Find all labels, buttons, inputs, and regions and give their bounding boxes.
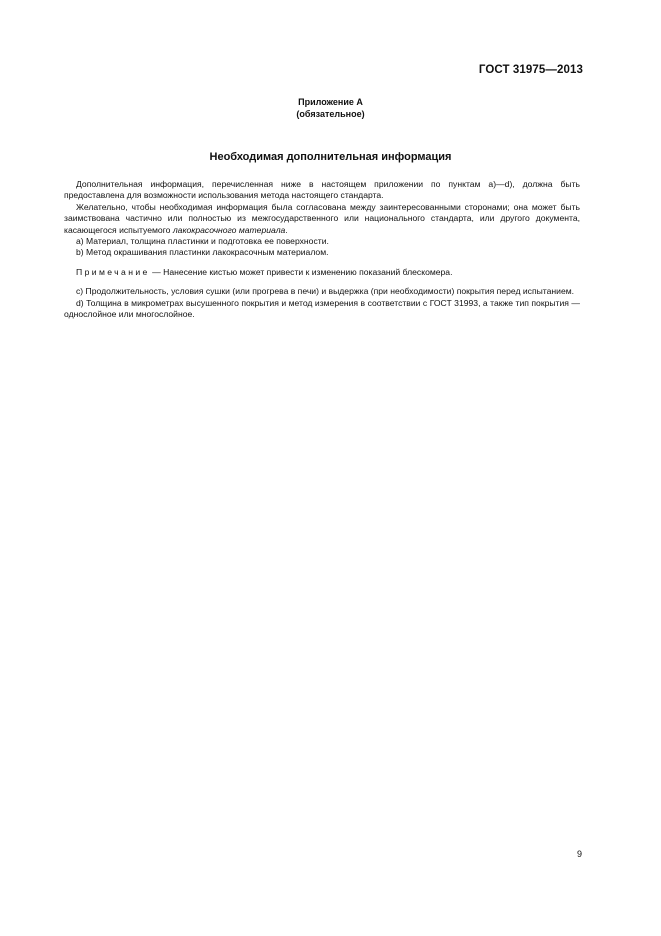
list-item-a: а) Материал, толщина пластинки и подготовка ее поверхности. [76,236,329,247]
annex-title: Необходимая дополнительная информация [209,151,452,163]
paragraph-agreement-emphasis: лакокрасочного материала [172,224,286,235]
note [64,267,580,278]
note-text: — Нанесение кистью может привести к изменению показаний блескомера. [149,266,453,277]
paragraph-agreement [64,202,580,236]
list-item-d: d) Толщина в микрометрах высушенного покрытия и метод измерения в соответствии с ГОСТ 31993, а также тип покрытия — однослойное или многослойное. [64,297,580,320]
note-label: Примечание [76,266,150,277]
list-item-b: b) Метод окрашивания пластинки лакокрасочным материалом. [76,247,329,258]
annex-label: Приложение А [298,97,363,107]
paragraph-agreement-tail: . [285,224,288,235]
page-number: 9 [576,849,582,859]
list-item-c: с) Продолжительность, условия сушки (или прогрева в печи) и выдержка (при необходимости) покрытия перед испытанием. [76,286,575,297]
standard-designation: ГОСТ 31975—2013 [478,64,583,76]
paragraph-intro: Дополнительная информация, перечисленная ниже в настоящем приложении по пунктам а)—d), должна быть предоставлена для возможности использования метода настоящего стандарта. [64,179,580,201]
annex-body [64,179,580,320]
paragraph-agreement-lead: Желательно, чтобы необходимая информация была согласована между заинтересованными сторонами; она может быть заимствована частично или полностью из межгосударственного или национального стандарта, или другого документа, касающегося испытуемого [64,201,580,235]
annex-heading [0,96,661,120]
annex-status: (обязательное) [296,109,365,119]
